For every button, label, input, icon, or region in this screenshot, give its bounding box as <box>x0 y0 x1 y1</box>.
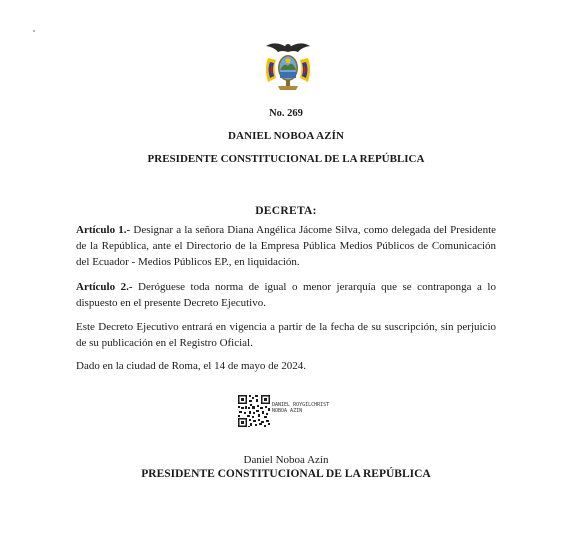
electronic-signature <box>237 394 337 434</box>
signer-title: PRESIDENTE CONSTITUCIONAL DE LA REPÚBLICA <box>141 468 431 480</box>
article-1 <box>76 222 496 270</box>
signature-line-2: NOBOA AZIN <box>272 408 303 414</box>
article-2-text: Deróguese toda norma de igual o menor jerarquía que se contraponga a lo dispuesto en el presente Decreto Ejecutivo. <box>76 281 496 309</box>
scan-speck <box>33 30 35 32</box>
decree-number: No. 269 <box>269 108 303 119</box>
vigencia-paragraph: Este Decreto Ejecutivo entrará en vigencia a partir de la fecha de su suscripción, sin perjuicio de su publicación en el Registro Oficial. <box>76 321 496 349</box>
decree-heading: DECRETA: <box>255 205 317 217</box>
signature-line-1: DANIEL ROYGILCHRIST <box>272 402 330 408</box>
qr-code-icon <box>237 394 271 428</box>
article-2-label: Artículo 2.- <box>76 281 133 293</box>
signer-name: Daniel Noboa Azín <box>243 454 329 466</box>
issuer-name: DANIEL NOBOA AZÍN <box>227 130 344 142</box>
dado-paragraph: Dado en la ciudad de Roma, el 14 de mayo de 2024. <box>76 360 307 372</box>
issuer-title: PRESIDENTE CONSTITUCIONAL DE LA REPÚBLICA <box>147 153 425 165</box>
article-1-label: Artículo 1.- <box>76 224 131 236</box>
coat-of-arms-icon <box>262 38 314 92</box>
article-2 <box>76 279 496 311</box>
article-1-text: Designar a la señora Diana Angélica Jácome Silva, como delegada del Presidente de la República, ante el Directorio de la Empresa Pública Medios Públicos de Comunicación del Ecuador - Medios Públicos EP., en liquidación. <box>76 224 497 268</box>
signature-stamp-text <box>272 402 329 414</box>
